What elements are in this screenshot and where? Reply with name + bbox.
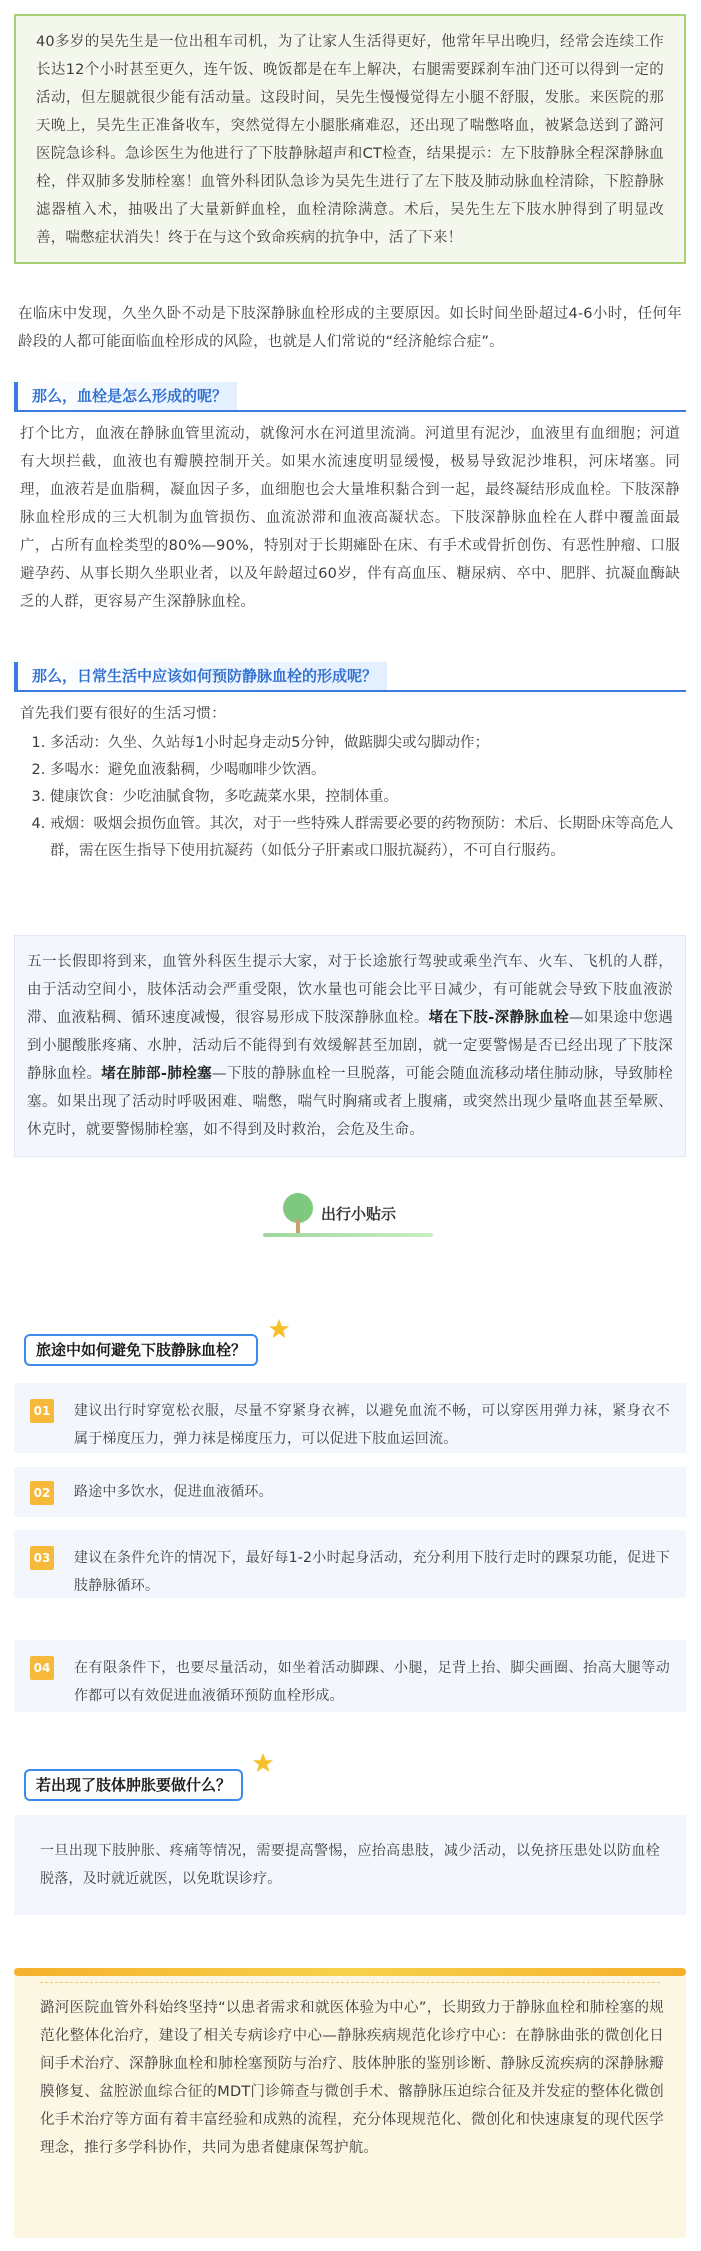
- formation-section: [20, 420, 680, 616]
- swelling-advice-box: [14, 1815, 686, 1915]
- star-icon: [252, 1752, 274, 1774]
- decorative-rail: [14, 1968, 686, 1976]
- grass-divider: [263, 1233, 433, 1237]
- tip-number-badge: 01: [30, 1399, 54, 1423]
- warning-text-part: —下肢的静脉血栓一旦脱落，可能会随血流移动堵住肺动脉，导致肺栓塞。如果出现了活动时呼吸困难、喘憋，喘气时胸痛或者上腹痛，或突然出现少量咯血甚至晕厥、休克时，就要警惕肺栓塞，如不得到及时救治，会危及生命。: [27, 1066, 674, 1138]
- tip-text: 建议在条件允许的情况下，最好每1-2小时起身活动，充分利用下肢行走时的踝泵功能，促进下肢静脉循环。: [74, 1550, 670, 1594]
- section-heading-underline: [14, 690, 686, 692]
- swelling-advice-text: 一旦出现下肢肿胀、疼痛等情况，需要提高警惕，应抬高患肢，减少活动，以免挤压患处以防血栓脱落，及时就近就医，以免耽误诊疗。: [40, 1843, 660, 1887]
- section-heading-prevention: [14, 662, 686, 690]
- prevention-list: [20, 730, 680, 865]
- warning-text-part: —如果途中您遇到小腿酸胀疼痛、水肿，活动后不能得到有效缓解甚至加剧，就一定要警惕是否已经出现了下肢深静脉血栓。: [27, 1010, 673, 1082]
- section-heading-prevention-label: 那么，日常生活中应该如何预防静脉血栓的形成呢？: [14, 662, 387, 690]
- prevention-section: [20, 700, 680, 865]
- patient-story-box: [14, 14, 686, 264]
- tip-item-03: [14, 1530, 686, 1598]
- tip-item-01: [14, 1383, 686, 1453]
- intro-paragraph: 在临床中发现，久坐久卧不动是下肢深静脉血栓形成的主要原因。如长时间坐卧超过4-6小时，任何年龄段的人都可能面临血栓形成的风险，也就是人们常说的“经济舱综合症”。: [18, 306, 682, 350]
- tip-item-02: [14, 1467, 686, 1517]
- department-intro-text: 潞河医院血管外科始终坚持“以患者需求和就医体验为中心”，长期致力于静脉血栓和肺栓塞的规范化整体化治疗，建设了相关专病诊疗中心—静脉疾病规范化诊疗中心：在静脉曲张的微创化日间手术治疗、深静脉血栓和肺栓塞预防与治疗、肢体肿胀的鉴别诊断、静脉反流疾病的深静脉瓣膜修复、盆腔淤血综合征的MDT门诊筛查与微创手术、髂静脉压迫综合征及并发症的整体化微创化手术治疗等方面有着丰富经验和成熟的流程，充分体现规范化、微创化和快速康复的现代医学理念，推行多学科协作，共同为患者健康保驾护航。: [40, 2000, 664, 2156]
- tip-number-badge: 03: [30, 1546, 54, 1570]
- department-intro-box: [14, 1968, 686, 2238]
- tip-item-04: [14, 1640, 686, 1712]
- list-item: 3. 健康饮食：少吃油腻食物，多吃蔬菜水果，控制体重。: [50, 784, 680, 811]
- list-item: 1. 多活动：久坐、久站每1小时起身走动5分钟，做踮脚尖或勾脚动作；: [50, 730, 680, 757]
- holiday-warning-text: [27, 948, 673, 1144]
- travel-tips-header: [255, 1185, 445, 1245]
- tips-question-2: 若出现了肢体肿胀要做什么？: [24, 1769, 243, 1801]
- section-heading-underline: [14, 410, 686, 412]
- tip-text: 在有限条件下，也要尽量活动，如坐着活动脚踝、小腿，足背上抬、脚尖画圈、抬高大腿等动作都可以有效促进血液循环预防血栓形成。: [74, 1660, 670, 1704]
- tip-text: 建议出行时穿宽松衣服，尽量不穿紧身衣裤，以避免血流不畅，可以穿医用弹力袜，紧身衣不属于梯度压力，弹力袜是梯度压力，可以促进下肢血运回流。: [74, 1403, 670, 1447]
- list-item: 4. 戒烟：吸烟会损伤血管。其次，对于一些特殊人群需要必要的药物预防：术后、长期卧床等高危人群，需在医生指导下使用抗凝药（如低分子肝素或口服抗凝药），不可自行服药。: [50, 811, 680, 865]
- formation-text: 打个比方，血液在静脉血管里流动，就像河水在河道里流淌。河道里有泥沙，血液里有血细胞；河道有大坝拦截，血液也有瓣膜控制开关。如果水流速度明显缓慢，极易导致泥沙堆积，河床堵塞。同理，血液若是血脂稠，凝血因子多，血细胞也会大量堆积黏合到一起，最终凝结形成血栓。下肢深静脉血栓形成的三大机制为血管损伤、血流淤滞和血液高凝状态。下肢深静脉血栓在人群中覆盖面最广，占所有血栓类型的80%—90%，特别对于长期瘫卧在床、有手术或骨折创伤、有恶性肿瘤、口服避孕药、从事长期久坐职业者，以及年龄超过60岁，伴有高血压、糖尿病、卒中、肥胖、抗凝血酶缺乏的人群，更容易产生深静脉血栓。: [20, 426, 680, 610]
- section-heading-formation-label: 那么，血栓是怎么形成的呢？: [14, 382, 237, 410]
- tree-trunk-icon: [296, 1219, 300, 1233]
- holiday-warning-box: [14, 935, 686, 1157]
- dashed-divider: [40, 1982, 660, 1983]
- warning-bold-pe: 堵在肺部-肺栓塞: [101, 1066, 212, 1082]
- section-heading-formation: [14, 382, 686, 410]
- tip-number-badge: 04: [30, 1656, 54, 1680]
- tips-question-1: 旅途中如何避免下肢静脉血栓？: [24, 1334, 258, 1366]
- tip-number-badge: 02: [30, 1481, 54, 1505]
- warning-text-part: 五一长假即将到来，血管外科医生提示大家，对于长途旅行驾驶或乘坐汽车、火车、飞机的人群，由于活动空间小，肢体活动会严重受限，饮水量也可能会比平日减少，有可能就会导致下肢血液淤滞、血液粘稠、循环速度减慢，很容易形成下肢深静脉血栓。: [27, 954, 673, 1026]
- list-item: 2. 多喝水：避免血液黏稠，少喝咖啡少饮酒。: [50, 757, 680, 784]
- travel-tips-title: 出行小贴示: [321, 1205, 397, 1223]
- star-icon: [268, 1318, 290, 1340]
- tip-text: 路途中多饮水，促进血液循环。: [74, 1484, 273, 1500]
- warning-bold-dvt: 堵在下肢-深静脉血栓: [428, 1010, 570, 1026]
- prevention-lead: 首先我们要有很好的生活习惯：: [20, 706, 226, 722]
- patient-story-text: 40多岁的吴先生是一位出租车司机，为了让家人生活得更好，他常年早出晚归，经常会连续工作长达12个小时甚至更久，连午饭、晚饭都是在车上解决，右腿需要踩刹车油门还可以得到一定的活动，但左腿就很少能有活动量。这段时间，吴先生慢慢觉得左小腿不舒服，发胀。来医院的那天晚上，吴先生正准备收车，突然觉得左小腿胀痛难忍，还出现了喘憋咯血，被紧急送到了潞河医院急诊科。急诊医生为他进行了下肢静脉超声和CT检查，结果提示：左下肢静脉全程深静脉血栓，伴双肺多发肺栓塞！血管外科团队急诊为吴先生进行了左下肢及肺动脉血栓清除，下腔静脉滤器植入术，抽吸出了大量新鲜血栓，血栓清除满意。术后，吴先生左下肢水肿得到了明显改善，喘憋症状消失！终于在与这个致命疾病的抗争中，活了下来！: [36, 34, 664, 246]
